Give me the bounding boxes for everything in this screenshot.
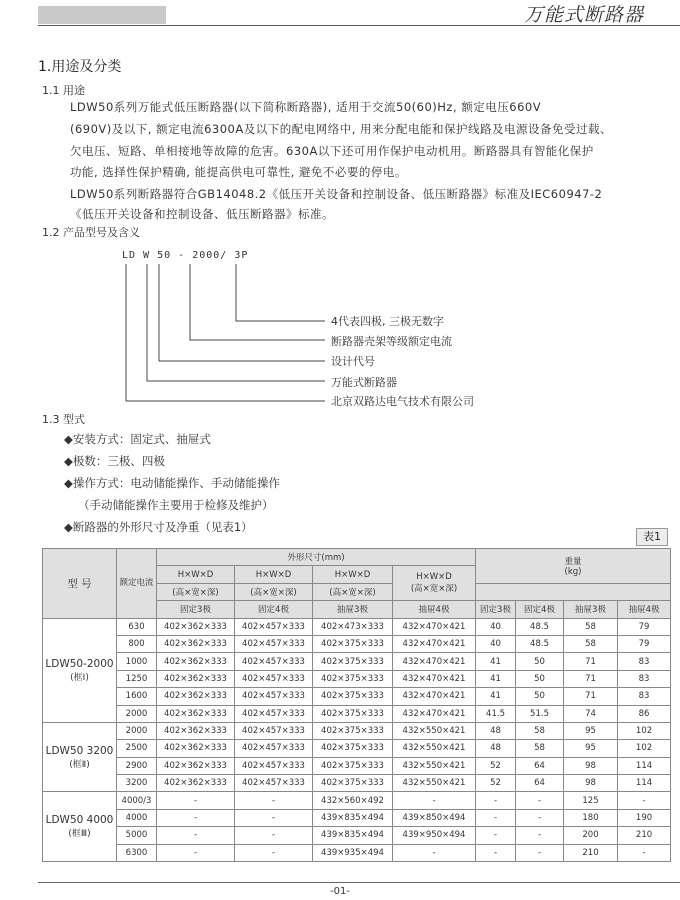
- bullet-operation: ◆操作方式：电动储能操作、手动储能操作: [64, 476, 280, 490]
- value-cell: 50: [516, 688, 564, 705]
- legend-rated-current: 断路器壳架等级额定电流: [331, 335, 452, 348]
- value-cell: -: [157, 792, 235, 809]
- value-cell: -: [235, 792, 313, 809]
- leader-design-code: [159, 264, 325, 361]
- value-cell: 48: [476, 722, 516, 739]
- value-cell: 48.5: [516, 635, 564, 652]
- leader-rated-current: [190, 264, 325, 340]
- purpose-line-3: 欠电压、短路、单相接地等故障的危害。630A以下还可用作保护电动机用。断路器具有智能化保护: [70, 144, 594, 158]
- value-cell: 40: [476, 635, 516, 652]
- value-cell: 432×550×421: [393, 757, 476, 774]
- value-cell: 402×375×333: [313, 740, 393, 757]
- value-cell: 48.5: [516, 618, 564, 635]
- table-row: [43, 722, 671, 739]
- sub-header: 抽屉3极: [313, 601, 393, 618]
- value-cell: 86: [618, 705, 671, 722]
- model-cell: LDW50 3200 (框Ⅱ): [43, 722, 117, 792]
- sub-header: 抽屉4极: [393, 601, 476, 618]
- bullet-mounting: ◆安装方式：固定式、抽屉式: [64, 432, 211, 446]
- header-title: 万能式断路器: [523, 4, 644, 26]
- value-cell: -: [516, 792, 564, 809]
- bullet-poles: ◆极数：三极、四极: [64, 454, 165, 468]
- value-cell: 402×457×333: [235, 705, 313, 722]
- table-row: [43, 705, 671, 722]
- model-code: LD W 50 - 2000/ 3P: [122, 250, 249, 261]
- value-cell: 402×375×333: [313, 688, 393, 705]
- value-cell: 83: [618, 653, 671, 670]
- value-cell: -: [476, 809, 516, 826]
- value-cell: -: [476, 827, 516, 844]
- table-row: [43, 792, 671, 809]
- value-cell: 51.5: [516, 705, 564, 722]
- value-cell: 95: [564, 740, 618, 757]
- table-row: [43, 618, 671, 635]
- value-cell: 402×457×333: [235, 688, 313, 705]
- current-cell: 2900: [117, 757, 157, 774]
- current-cell: 5000: [117, 827, 157, 844]
- table-row: [43, 844, 671, 861]
- footer-rule: [38, 882, 680, 883]
- header-weight: 重量 (kg): [476, 549, 671, 584]
- value-cell: -: [476, 792, 516, 809]
- value-cell: -: [157, 844, 235, 861]
- value-cell: 98: [564, 775, 618, 792]
- value-cell: 402×362×333: [157, 722, 235, 739]
- value-cell: 58: [516, 740, 564, 757]
- value-cell: 402×362×333: [157, 618, 235, 635]
- value-cell: 180: [564, 809, 618, 826]
- value-cell: -: [516, 844, 564, 861]
- value-cell: 190: [618, 809, 671, 826]
- value-cell: 58: [516, 722, 564, 739]
- value-cell: 64: [516, 757, 564, 774]
- value-cell: 439×935×494: [313, 844, 393, 861]
- table-row: [43, 809, 671, 826]
- value-cell: -: [157, 809, 235, 826]
- value-cell: -: [235, 809, 313, 826]
- value-cell: 210: [618, 827, 671, 844]
- value-cell: 79: [618, 618, 671, 635]
- value-cell: 41: [476, 653, 516, 670]
- value-cell: -: [393, 792, 476, 809]
- table-body: [43, 618, 671, 861]
- current-cell: 800: [117, 635, 157, 652]
- value-cell: 402×457×333: [235, 618, 313, 635]
- model-cell: LDW50-2000 (框Ⅰ): [43, 618, 117, 722]
- sub-header: 抽屉4极: [618, 601, 671, 618]
- table-tag: 表1: [636, 528, 668, 546]
- value-cell: 432×550×421: [393, 740, 476, 757]
- value-cell: 402×457×333: [235, 757, 313, 774]
- table-row: [43, 740, 671, 757]
- value-cell: 402×457×333: [235, 670, 313, 687]
- value-cell: 102: [618, 740, 671, 757]
- bullet-dimensions: ◆断路器的外形尺寸及净重（见表1）: [64, 520, 253, 534]
- value-cell: 71: [564, 653, 618, 670]
- value-cell: 102: [618, 722, 671, 739]
- header-hwd: H×W×D: [235, 566, 313, 583]
- current-cell: 630: [117, 618, 157, 635]
- value-cell: -: [618, 792, 671, 809]
- sub-header: 固定3极: [157, 601, 235, 618]
- value-cell: 83: [618, 670, 671, 687]
- value-cell: 79: [618, 635, 671, 652]
- legend-type: 万能式断路器: [331, 376, 397, 389]
- value-cell: 402×375×333: [313, 775, 393, 792]
- current-cell: 4000: [117, 809, 157, 826]
- value-cell: 432×550×421: [393, 722, 476, 739]
- current-cell: 1600: [117, 688, 157, 705]
- value-cell: 58: [564, 618, 618, 635]
- value-cell: 114: [618, 757, 671, 774]
- purpose-line-6: 《低压开关设备和控制设备、低压断路器》标准。: [70, 207, 334, 221]
- value-cell: -: [157, 827, 235, 844]
- header-current: 额定电流: [117, 549, 157, 619]
- header-spacer: [476, 583, 671, 600]
- current-cell: 2000: [117, 705, 157, 722]
- value-cell: -: [393, 844, 476, 861]
- value-cell: 432×470×421: [393, 618, 476, 635]
- value-cell: 439×835×494: [313, 809, 393, 826]
- value-cell: 402×457×333: [235, 740, 313, 757]
- sub-header: 固定4极: [516, 601, 564, 618]
- value-cell: 40: [476, 618, 516, 635]
- header-hwd-cn: (高×宽×深): [235, 583, 313, 600]
- value-cell: 432×550×421: [393, 775, 476, 792]
- table-row: [43, 827, 671, 844]
- section-1-title: 1.用途及分类: [38, 59, 122, 75]
- header-model: 型 号: [43, 549, 117, 619]
- value-cell: 402×457×333: [235, 775, 313, 792]
- value-cell: 41: [476, 688, 516, 705]
- value-cell: 402×362×333: [157, 635, 235, 652]
- value-cell: 432×470×421: [393, 653, 476, 670]
- value-cell: 41.5: [476, 705, 516, 722]
- value-cell: 439×850×494: [393, 809, 476, 826]
- header-hwd: H×W×D: [157, 566, 235, 583]
- current-cell: 2000: [117, 722, 157, 739]
- value-cell: 402×473×333: [313, 618, 393, 635]
- sub-header: 抽屉3极: [564, 601, 618, 618]
- value-cell: 200: [564, 827, 618, 844]
- value-cell: 402×457×333: [235, 722, 313, 739]
- value-cell: -: [235, 827, 313, 844]
- leader-company: [126, 264, 325, 401]
- current-cell: 1250: [117, 670, 157, 687]
- table-row: [43, 688, 671, 705]
- value-cell: 439×950×494: [393, 827, 476, 844]
- value-cell: 71: [564, 670, 618, 687]
- value-cell: 125: [564, 792, 618, 809]
- value-cell: 402×362×333: [157, 653, 235, 670]
- sub-header: 固定4极: [235, 601, 313, 618]
- value-cell: 98: [564, 757, 618, 774]
- value-cell: 52: [476, 775, 516, 792]
- current-cell: 1000: [117, 653, 157, 670]
- value-cell: 50: [516, 670, 564, 687]
- value-cell: 402×362×333: [157, 705, 235, 722]
- leader-poles: [236, 264, 325, 321]
- header-dimensions: 外形尺寸(mm): [157, 549, 476, 566]
- value-cell: 432×470×421: [393, 635, 476, 652]
- value-cell: 402×457×333: [235, 653, 313, 670]
- value-cell: 402×375×333: [313, 635, 393, 652]
- current-cell: 4000/3: [117, 792, 157, 809]
- purpose-line-4: 功能, 选择性保护精确, 能提高供电可靠性, 避免不必要的停电。: [70, 165, 407, 179]
- value-cell: 439×835×494: [313, 827, 393, 844]
- value-cell: 71: [564, 688, 618, 705]
- value-cell: -: [235, 844, 313, 861]
- value-cell: 402×375×333: [313, 670, 393, 687]
- value-cell: 74: [564, 705, 618, 722]
- model-cell: LDW50 4000 (框Ⅲ): [43, 792, 117, 862]
- value-cell: 402×362×333: [157, 688, 235, 705]
- table-row: [43, 670, 671, 687]
- value-cell: 402×362×333: [157, 757, 235, 774]
- value-cell: 52: [476, 757, 516, 774]
- value-cell: 402×362×333: [157, 740, 235, 757]
- dimensions-weight-table: [42, 548, 671, 862]
- section-1-1-title: 1.1 用途: [42, 84, 85, 97]
- value-cell: 432×470×421: [393, 670, 476, 687]
- header-hwd: H×W×D: [313, 566, 393, 583]
- table-row: [43, 775, 671, 792]
- current-cell: 3200: [117, 775, 157, 792]
- purpose-line-2: (690V)及以下, 额定电流6300A及以下的配电网络中, 用来分配电能和保护线路及电源设备免受过载、: [70, 122, 613, 136]
- current-cell: 6300: [117, 844, 157, 861]
- bullet-operation-note: （手动储能操作主要用于检修及维护）: [78, 498, 274, 512]
- value-cell: 50: [516, 653, 564, 670]
- value-cell: 64: [516, 775, 564, 792]
- value-cell: 402×362×333: [157, 670, 235, 687]
- legend-poles: 4代表四极, 三极无数字: [331, 315, 444, 328]
- legend-company: 北京双路达电气技术有限公司: [331, 395, 474, 408]
- value-cell: 402×457×333: [235, 635, 313, 652]
- value-cell: 432×470×421: [393, 705, 476, 722]
- value-cell: 83: [618, 688, 671, 705]
- value-cell: -: [618, 844, 671, 861]
- value-cell: 402×375×333: [313, 722, 393, 739]
- table-row: [43, 653, 671, 670]
- value-cell: 114: [618, 775, 671, 792]
- value-cell: 41: [476, 670, 516, 687]
- header-hwd-cn: (高×宽×深): [157, 583, 235, 600]
- section-1-3-title: 1.3 型式: [42, 413, 85, 426]
- sub-header: 固定3极: [476, 601, 516, 618]
- page-number: -01-: [330, 886, 350, 897]
- value-cell: 432×560×492: [313, 792, 393, 809]
- value-cell: 58: [564, 635, 618, 652]
- value-cell: -: [476, 844, 516, 861]
- value-cell: 48: [476, 740, 516, 757]
- table-row: [43, 757, 671, 774]
- value-cell: 402×375×333: [313, 653, 393, 670]
- value-cell: 432×470×421: [393, 688, 476, 705]
- section-1-2-title: 1.2 产品型号及含义: [42, 226, 140, 239]
- legend-design-code: 设计代号: [331, 355, 375, 368]
- header-hwd-cn: (高×宽×深): [313, 583, 393, 600]
- purpose-line-5: LDW50系列断路器符合GB14048.2《低压开关设备和控制设备、低压断路器》标准及IEC60947-2: [70, 187, 603, 201]
- value-cell: 402×375×333: [313, 757, 393, 774]
- value-cell: -: [516, 809, 564, 826]
- value-cell: 210: [564, 844, 618, 861]
- header-hwd: H×W×D (高×宽×深): [393, 566, 476, 601]
- purpose-line-1: LDW50系列万能式低压断路器(以下简称断路器), 适用于交流50(60)Hz, 额定电压660V: [70, 100, 542, 114]
- table-row: [43, 635, 671, 652]
- current-cell: 2500: [117, 740, 157, 757]
- value-cell: 402×362×333: [157, 775, 235, 792]
- value-cell: 402×375×333: [313, 705, 393, 722]
- value-cell: 95: [564, 722, 618, 739]
- value-cell: -: [516, 827, 564, 844]
